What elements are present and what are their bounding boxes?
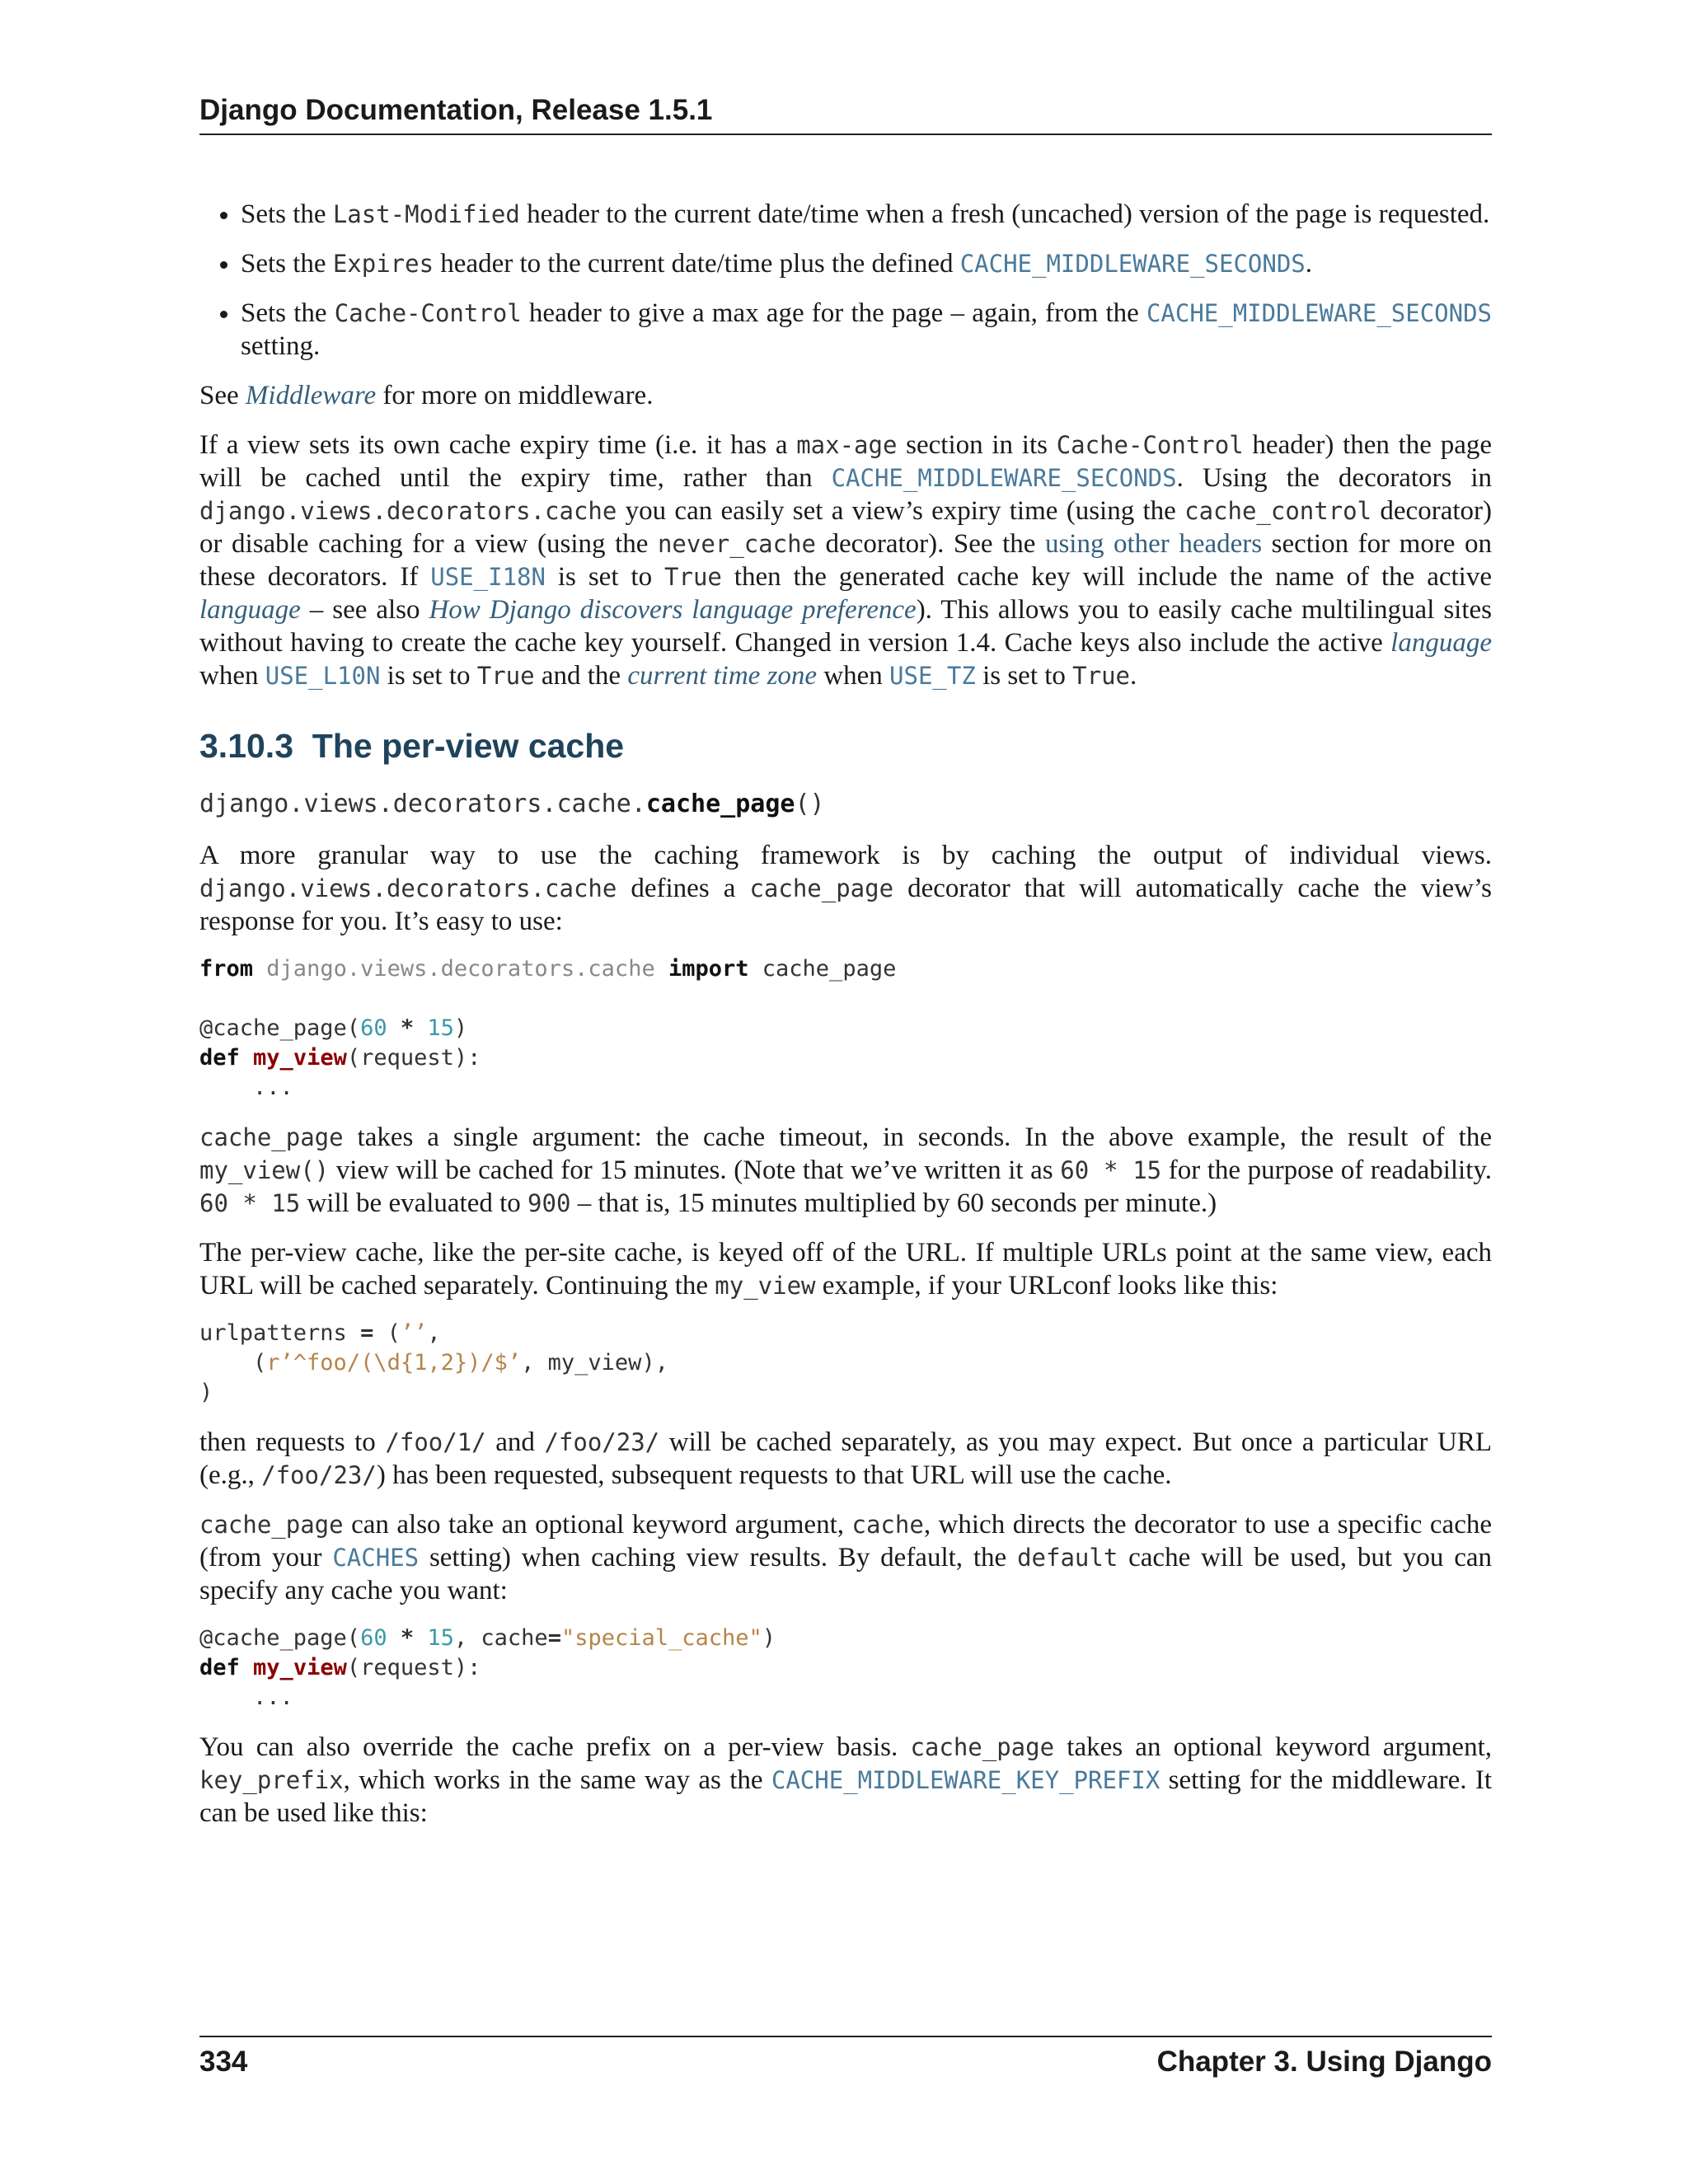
- using-other-headers-link[interactable]: using other headers: [1044, 529, 1263, 559]
- code-block: @cache_page(60 * 15, cache="special_cache") def my_view(request): ...: [199, 1625, 776, 1710]
- setting-link[interactable]: USE_TZ: [889, 662, 976, 690]
- function-signature: django.views.decorators.cache.cache_page(): [199, 790, 825, 818]
- running-header: Django Documentation, Release 1.5.1: [199, 92, 1492, 135]
- section-heading: 3.10.3 The per-view cache: [199, 727, 625, 765]
- page-content: [199, 198, 1492, 1846]
- code-block: urlpatterns = (’’, (r’^foo/(\d{1,2})/$’, my_view), ): [199, 1320, 668, 1405]
- list-item: • Sets the Cache-Control header to give a max age for the page – again, from the CACHE_MIDDLEWARE_SECONDS setting.: [241, 297, 1492, 363]
- timeout-paragraph: cache_page takes a single argument: the cache timeout, in seconds. In the above example, the result of the my_view() view will be cached for 15 minutes. (Note that we’ve written it as 60 * 15 for the purpose of readability. 60 * 15 will be evaluated to 900 – that is, 15 minutes multiplied by 60 seconds per minute.): [199, 1122, 1492, 1218]
- setting-link[interactable]: CACHE_MIDDLEWARE_KEY_PREFIX: [771, 1766, 1160, 1794]
- requests-paragraph: then requests to /foo/1/ and /foo/23/ will be cached separately, as you may expect. But once a particular URL (e.g., /foo/23/) has been requested, subsequent requests to that URL will use the cache.: [199, 1427, 1492, 1490]
- url-paragraph: The per-view cache, like the per-site cache, is keyed off of the URL. If multiple URLs point at the same view, each URL will be cached separately. Continuing the my_view example, if your URLconf looks like this:: [199, 1238, 1492, 1301]
- language-link[interactable]: language: [199, 595, 301, 625]
- setting-link[interactable]: CACHE_MIDDLEWARE_SECONDS: [831, 464, 1177, 492]
- chapter-title: Chapter 3. Using Django: [1156, 2046, 1492, 2078]
- header-bullet-list: [199, 198, 1492, 363]
- granular-paragraph: A more granular way to use the caching framework is by caching the output of individual views. django.views.decorators.cache defines a cache_page decorator that will automatically cache the view’s response for you. It’s easy to use:: [199, 841, 1492, 936]
- code-block: from django.views.decorators.cache import cache_page @cache_page(60 * 15) def my_view(request): ...: [199, 956, 897, 1100]
- middleware-link[interactable]: Middleware: [245, 381, 377, 410]
- list-item: • Sets the Last-Modified header to the current date/time when a fresh (uncached) version of the page is requested.: [241, 198, 1492, 231]
- setting-link[interactable]: USE_L10N: [265, 662, 381, 690]
- running-footer: [199, 2042, 1492, 2082]
- setting-link[interactable]: CACHE_MIDDLEWARE_SECONDS: [1146, 299, 1492, 327]
- setting-link[interactable]: CACHE_MIDDLEWARE_SECONDS: [959, 250, 1306, 278]
- language-link[interactable]: language: [1390, 628, 1492, 658]
- expiry-paragraph: If a view sets its own cache expiry time (i.e. it has a max-age section in its Cache-Control header) then the page will be cached until the expiry time, rather than CACHE_MIDDLEWARE_SECONDS. Using the decorators in django.views.decorators.cache you can easily set a view’s expiry time (using the cache_control decorator) or disable caching for a view (using the never_cache decorator). See the using other headers section for more on these decorators. If USE_I18N is set to True then the generated cache key will include the name of the active language – see also How Django discovers language preference). This allows you to easily cache multilingual sites without having to create the cache key yourself. Changed in version 1.4. Cache keys also include the active language when USE_L10N is set to True and the current time zone when USE_TZ is set to True.: [199, 430, 1492, 691]
- setting-link[interactable]: CACHES: [332, 1544, 420, 1572]
- language-preference-link[interactable]: How Django discovers language preference: [429, 595, 917, 625]
- current-time-zone-link[interactable]: current time zone: [627, 661, 818, 691]
- cache-argument-paragraph: cache_page can also take an optional keyword argument, cache, which directs the decorator to use a specific cache (from your CACHES setting) when caching view results. By default, the default cache will be used, but you can specify any cache you want:: [199, 1510, 1492, 1605]
- footer-rule: [199, 2036, 1492, 2037]
- key-prefix-paragraph: You can also override the cache prefix on a per-view basis. cache_page takes an optional keyword argument, key_prefix, which works in the same way as the CACHE_MIDDLEWARE_KEY_PREFIX setting for the middleware. It can be used like this:: [199, 1732, 1493, 1828]
- list-item: • Sets the Expires header to the current date/time plus the defined CACHE_MIDDLEWARE_SECONDS.: [241, 247, 1492, 280]
- see-middleware-paragraph: See Middleware for more on middleware.: [199, 381, 654, 410]
- setting-link[interactable]: USE_I18N: [430, 563, 546, 591]
- page-number: 334: [199, 2046, 248, 2078]
